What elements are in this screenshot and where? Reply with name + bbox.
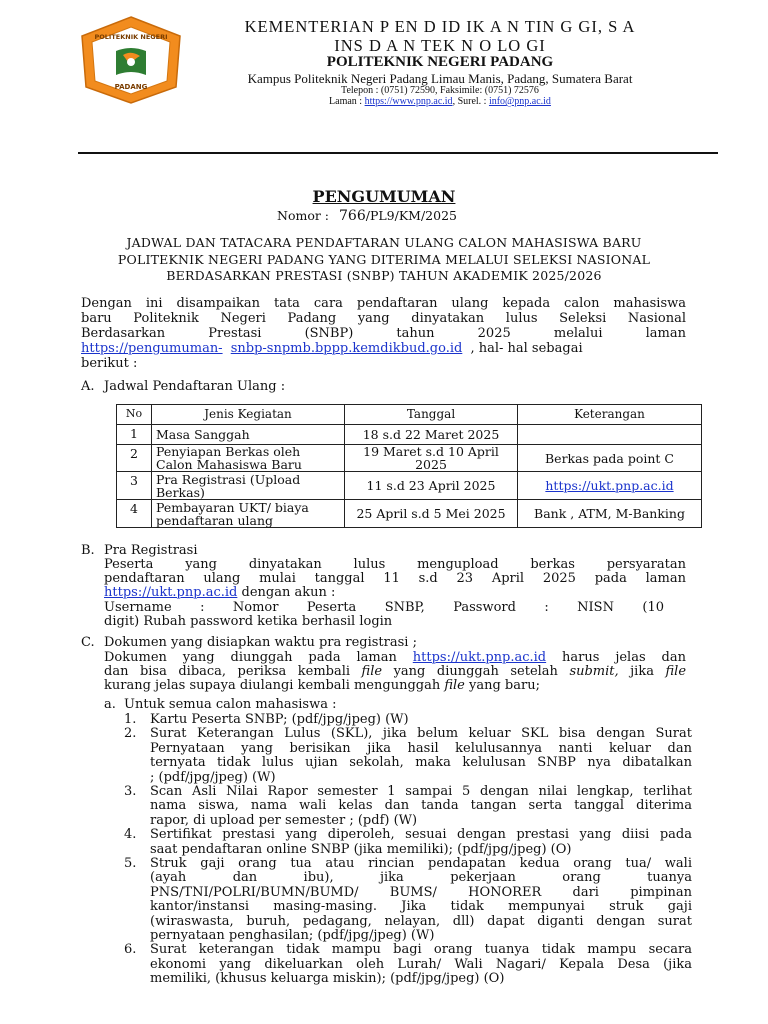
list-item-line: pernyataan penghasilan; (pdf/jpg/jpeg) (W) xyxy=(150,928,435,943)
c-line2-submit: submit, xyxy=(569,664,619,679)
c-line3-c: yang baru; xyxy=(464,678,540,693)
row-keterangan: Berkas pada point C xyxy=(518,445,702,472)
section-a-marker: A. xyxy=(81,379,95,394)
intro-line-4 xyxy=(81,341,686,356)
snbp-link-part-2[interactable]: snbp-snpmb.bppp.kemdikbud.go.id xyxy=(230,341,463,356)
c-line2-a: dan bisa dibaca, periksa kembali xyxy=(104,664,362,679)
row-kegiatan: Pembayaran UKT/ biaya pendaftaran ulang xyxy=(152,500,345,528)
pnp-logo xyxy=(78,15,184,105)
row-keterangan: Bank , ATM, M-Banking xyxy=(518,500,702,528)
intro-line-2: baru Politeknik Negeri Padang yang dinyatakan lulus Seleksi Nasional xyxy=(81,311,686,326)
sub-a-marker: a. xyxy=(104,697,116,712)
ukt-link-cell[interactable]: https://ukt.pnp.ac.id xyxy=(518,472,702,500)
row-kegiatan: Penyiapan Berkas oleh Calon Mahasiswa Baru xyxy=(152,445,345,472)
section-b-line-3 xyxy=(104,585,335,600)
c-line1-pre: Dokumen yang diunggah pada laman xyxy=(104,650,413,665)
row-kegiatan: Masa Sanggah xyxy=(152,425,345,445)
list-item-line: (wiraswasta, buruh, pedagang, nelayan, dll) dapat diganti dengan surat xyxy=(150,913,692,929)
intro-line-5: berikut : xyxy=(81,356,138,371)
row-tanggal: 25 April s.d 5 Mei 2025 xyxy=(345,500,518,528)
list-item-line: (ayah dan ibu), jika pekerjaan orang tuanya xyxy=(150,870,692,886)
c-line2-file: file xyxy=(361,664,383,679)
section-a-title: Jadwal Pendaftaran Ulang : xyxy=(104,379,286,394)
list-item-number: 6. xyxy=(124,942,137,958)
doc-number xyxy=(277,208,457,224)
list-item-number: 4. xyxy=(124,827,137,843)
row-no: 2 xyxy=(117,445,152,472)
section-b-marker: B. xyxy=(81,543,95,558)
row-keterangan xyxy=(518,425,702,445)
header-divider xyxy=(78,152,718,154)
section-c-line-2 xyxy=(104,664,686,679)
section-b-line-2: pendaftaran ulang mulai tanggal 11 s.d 23 April 2025 pada laman xyxy=(104,571,686,586)
list-item-line: rapor, di upload per semester ; (pdf) (W) xyxy=(150,812,418,828)
list-item-line: Kartu Peserta SNBP; (pdf/jpg/jpeg) (W) xyxy=(150,712,409,727)
row-no: 1 xyxy=(117,425,152,445)
list-item-line: kantor/instansi masing-masing. Jika tidak mempunyai struk gaji xyxy=(150,899,692,915)
col-kegiatan: Jenis Kegiatan xyxy=(152,405,345,425)
list-item-line: ; (pdf/jpg/jpeg) (W) xyxy=(150,769,276,785)
list-item-line: Scan Asli Nilai Rapor semester 1 sampai 5 dengan nilai lengkap, terlihat xyxy=(150,784,692,799)
section-c-line-3 xyxy=(104,678,540,693)
email-link[interactable]: info@pnp.ac.id xyxy=(488,96,551,107)
subject-line-1: JADWAL DAN TATACARA PENDAFTARAN ULANG CALON MAHASISWA BARU xyxy=(126,235,642,250)
ukt-link-b[interactable]: https://ukt.pnp.ac.id xyxy=(104,585,238,600)
col-tanggal: Tanggal xyxy=(345,405,518,425)
list-item-number: 5. xyxy=(124,856,137,871)
col-no: No xyxy=(117,405,152,425)
table-row xyxy=(117,500,702,528)
c-line2-c: yang diunggah setelah xyxy=(382,664,570,679)
row-no: 4 xyxy=(117,500,152,528)
web-label: Laman : xyxy=(329,96,365,107)
section-b-line-5: digit) Rubah password ketika berhasil login xyxy=(104,614,393,629)
list-item-line: Surat Keterangan Lulus (SKL), jika belum keluar SKL bisa dengan Surat xyxy=(150,726,692,742)
table-row xyxy=(117,472,702,500)
ukt-link-c[interactable]: https://ukt.pnp.ac.id xyxy=(412,650,547,665)
row-tanggal: 19 Maret s.d 10 April 2025 xyxy=(345,445,518,472)
c-line3-file: file xyxy=(444,678,465,693)
schedule-table xyxy=(116,404,702,528)
ministry-line-1: KEMENTERIAN P EN D ID IK A N TIN G GI, S A xyxy=(244,17,636,36)
table-header-row xyxy=(117,405,702,425)
c-line3-a: kurang jelas supaya diulangi kembali mengunggah xyxy=(104,678,445,693)
list-item-line: PNS/TNI/POLRI/BUMN/BUMD/ BUMS/ HONORER dari pimpinan xyxy=(150,884,692,900)
institution-address: Kampus Politeknik Negeri Padang Limau Manis, Padang, Sumatera Barat xyxy=(247,71,633,86)
intro-tail: , hal- hal sebagai xyxy=(470,341,583,356)
institution-phone: Telepon : (0751) 72590, Faksimile: (0751) 72576 xyxy=(341,85,539,96)
section-c-title: Dokumen yang disiapkan waktu pra registrasi ; xyxy=(104,635,417,650)
row-no: 3 xyxy=(117,472,152,500)
section-b-line-3-tail: dengan akun : xyxy=(237,585,336,600)
subject-line-3: BERDASARKAN PRESTASI (SNBP) TAHUN AKADEMIK 2025/2026 xyxy=(166,268,602,283)
list-item-number: 1. xyxy=(124,712,137,727)
list-item-line: memiliki, (khusus keluarga miskin); (pdf/jpg/jpeg) (O) xyxy=(150,971,505,987)
email-label: , Surel. : xyxy=(452,96,489,107)
institution-name: POLITEKNIK NEGERI PADANG xyxy=(326,54,554,70)
intro-line-1: Dengan ini disampaikan tata cara pendaftaran ulang kepada calon mahasiswa xyxy=(81,296,686,311)
list-item-line: nama siswa, nama wali kelas dan tanda tangan serta tanggal diterima xyxy=(150,798,692,814)
section-b-line-4: Username : Nomor Peserta SNBP, Password : NISN (10 xyxy=(104,600,664,615)
section-c-marker: C. xyxy=(81,635,95,650)
institution-contact xyxy=(180,96,700,107)
sub-a-title: Untuk semua calon mahasiswa : xyxy=(124,697,337,712)
number-value: 766 xyxy=(339,208,366,224)
row-tanggal: 11 s.d 23 April 2025 xyxy=(345,472,518,500)
list-item-number: 2. xyxy=(124,726,137,742)
list-item-line: Pernyataan yang berisikan jika hasil kelulusannya nanti keluar dan xyxy=(150,740,692,756)
snbp-link-part-1[interactable]: https://pengumuman- xyxy=(81,341,223,356)
number-suffix: /PL9/KM/2025 xyxy=(365,208,457,223)
table-row xyxy=(117,445,702,472)
list-item-line: Struk gaji orang tua atau rincian pendapatan kedua orang tua/ wali xyxy=(150,856,692,871)
section-b-line-1: Peserta yang dinyatakan lulus mengupload berkas persyaratan xyxy=(104,557,686,572)
list-item-line: Surat keterangan tidak mampu bagi orang tuanya tidak mampu secara xyxy=(150,942,692,958)
doc-title: PENGUMUMAN xyxy=(312,187,456,206)
intro-line-3: Berdasarkan Prestasi (SNBP) tahun 2025 melalui laman xyxy=(81,326,686,341)
number-label: Nomor : xyxy=(277,208,330,223)
list-item-line: saat pendaftaran online SNBP (jika memiliki); (pdf/jpg/jpeg) (O) xyxy=(150,841,572,857)
section-c-line-1 xyxy=(104,650,686,665)
c-line1-post: harus jelas dan xyxy=(546,650,687,665)
list-item-line: ekonomi yang dikeluarkan oleh Lurah/ Wali Nagari/ Kepala Desa (jika xyxy=(150,956,692,972)
logo-top-text: POLITEKNIK NEGERI xyxy=(94,33,168,41)
list-item-line: Sertifikat prestasi yang diperoleh, sesuai dengan prestasi yang diisi pada xyxy=(150,827,692,843)
col-keterangan: Keterangan xyxy=(518,405,702,425)
ministry-line-2: INS D A N TEK N O LO GI xyxy=(334,36,546,55)
list-item-line: ternyata tidak lulus ujian sekolah, maka kelulusan SNBP nya dibatalkan xyxy=(150,755,692,771)
c-line2-e: jika xyxy=(618,664,666,679)
c-line2-file2: file xyxy=(665,664,687,679)
section-b-title: Pra Registrasi xyxy=(104,543,198,558)
row-kegiatan: Pra Registrasi (Upload Berkas) xyxy=(152,472,345,500)
web-link[interactable]: https://www.pnp.ac.id xyxy=(364,96,453,107)
list-item-number: 3. xyxy=(124,784,137,799)
logo-bottom-text: PADANG xyxy=(114,83,148,91)
table-row xyxy=(117,425,702,445)
row-tanggal: 18 s.d 22 Maret 2025 xyxy=(345,425,518,445)
subject-line-2: POLITEKNIK NEGERI PADANG YANG DITERIMA MELALUI SELEKSI NASIONAL xyxy=(117,252,651,267)
